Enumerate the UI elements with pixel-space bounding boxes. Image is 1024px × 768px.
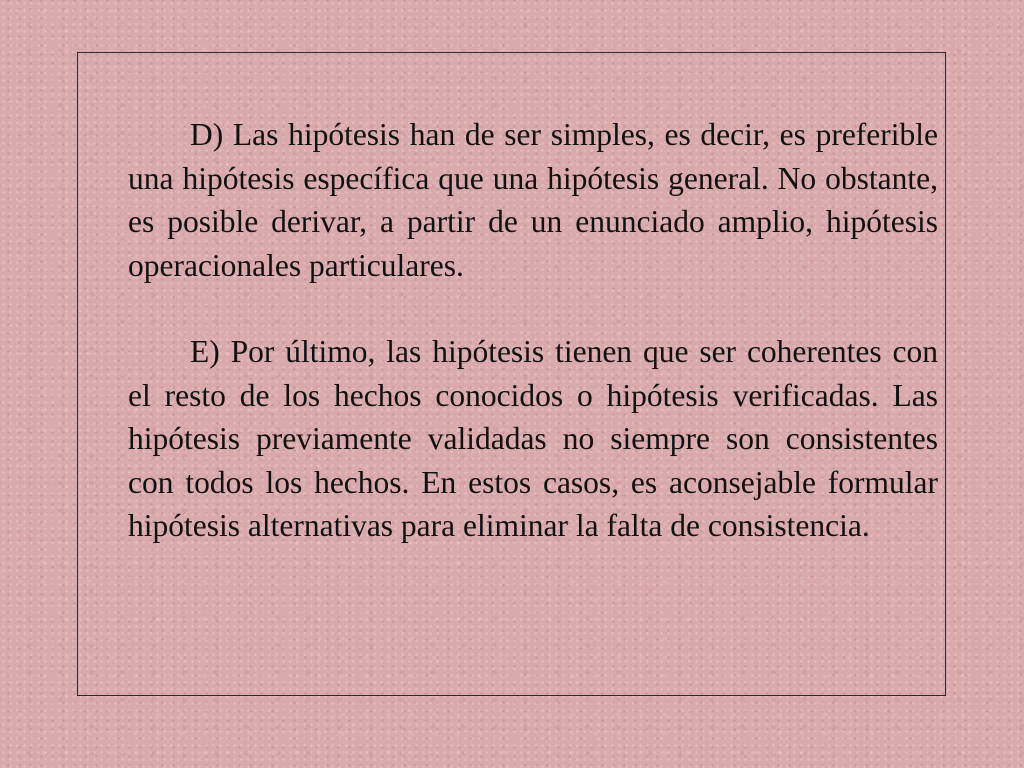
slide-frame xyxy=(77,52,946,696)
slide-content xyxy=(128,113,938,548)
paragraph-d-simple-hypotheses: D) Las hipótesis han de ser simples, es decir, es preferible una hipótesis específica que una hipótesis general. No obstante, es posible derivar, a partir de un enunciado amplio, hipótesis operacionales particulares. xyxy=(128,117,938,283)
paragraph-e-coherent-hypotheses: E) Por último, las hipótesis tienen que ser coherentes con el resto de los hechos conocidos o hipótesis verificadas. Las hipótesis previamente validadas no siempre son consistentes con todos los hechos. En estos casos, es aconsejable formular hipótesis alternativas para eliminar la falta de consistencia. xyxy=(128,334,938,543)
